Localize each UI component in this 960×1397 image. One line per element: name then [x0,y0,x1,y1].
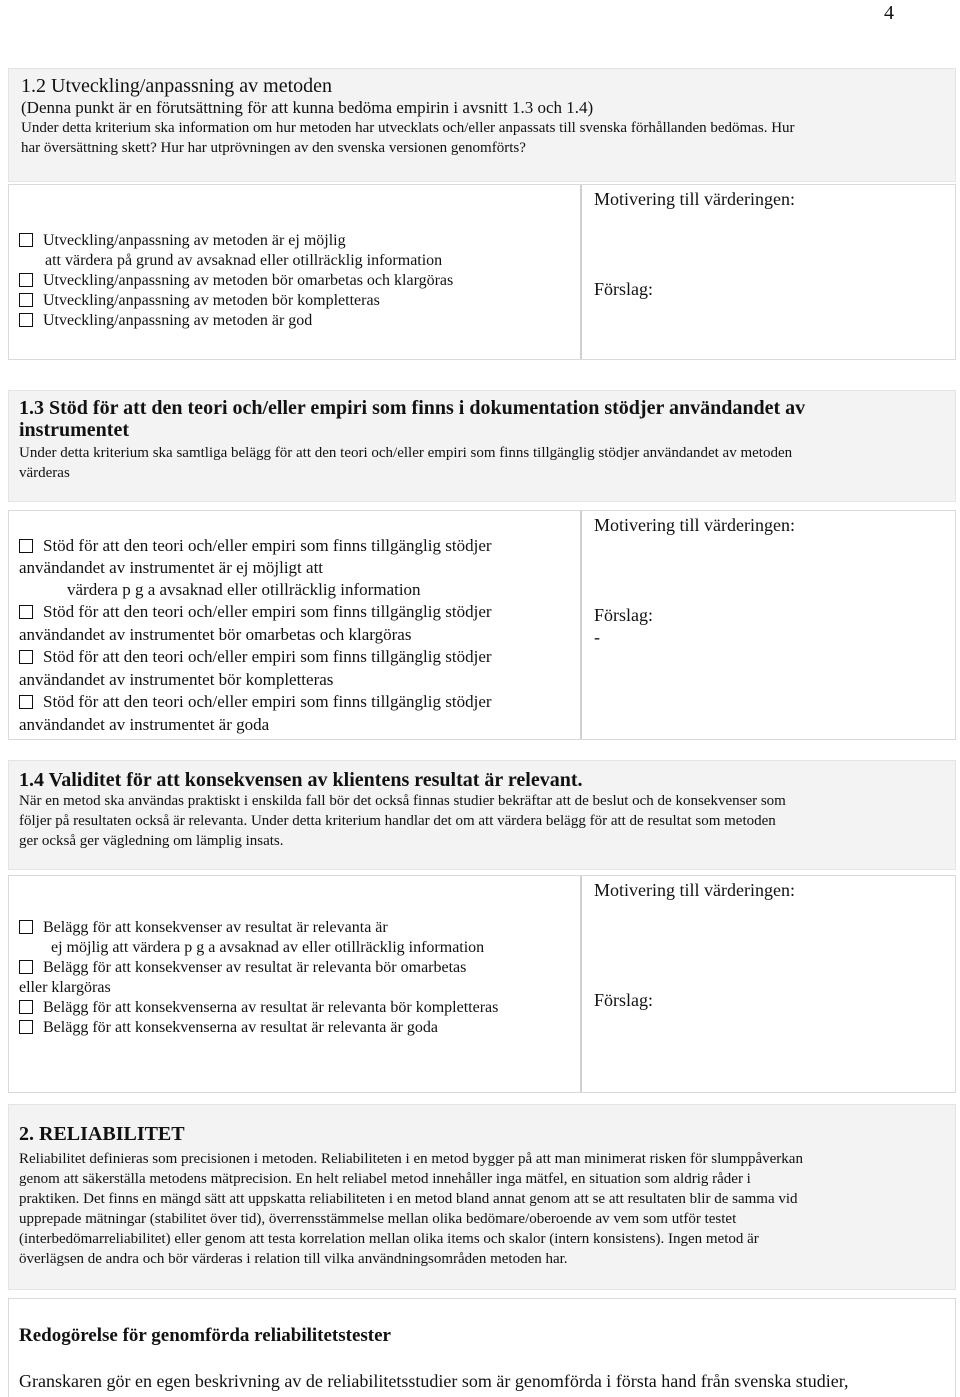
reliability-report-title: Redogörelse för genomförda reliabilitetstester [19,1325,391,1346]
rating-options [9,511,582,739]
rating-options [9,876,582,1092]
section-1-4-title: 1.4 Validitet för att konsekvensen av klientens resultat är relevant. [19,769,583,791]
option-label: Utveckling/anpassning av metoden är ej möjlig [43,232,346,249]
motivation-field[interactable] [582,511,955,739]
rating-option[interactable] [19,601,492,623]
section-1-2-title: 1.2 Utveckling/anpassning av metoden [21,75,333,97]
section-2-text: upprepade mätningar (stabilitet över tid), överrensstämmelse mellan olika bedömare/oberoende av vem som utför testet [19,1211,737,1227]
option-label: Utveckling/anpassning av metoden bör kompletteras [43,292,380,309]
option-continuation: användandet av instrumentet är ej möjligt att [19,558,324,577]
section-2-header [8,1104,956,1290]
section-2-text: överlägsen de andra och bör värderas i relation till vilka användningsområden metoden har. [19,1251,568,1267]
reliability-report-panel [8,1298,956,1397]
checkbox[interactable] [19,273,33,287]
section-1-4-desc: När en metod ska användas praktiskt i enskilda fall bör det också finnas studier bekräftar att de beslut och de konsekvenser som [19,793,786,809]
checkbox[interactable] [19,539,33,553]
option-label: Belägg för att konsekvenserna av resultat är relevanta bör kompletteras [43,999,499,1016]
rating-option[interactable] [19,271,453,291]
section-1-3-header [8,390,956,502]
checkbox[interactable] [19,1020,33,1034]
page-number: 4 [884,2,894,24]
section-2-text: praktiken. Det finns en mängd sätt att uppskatta reliabiliteten i en metod bland annat genom att se att resultaten blir de samma vid [19,1191,798,1207]
section-2-text: (interbedömarreliabilitet) eller genom att testa korrelation mellan olika items och skalor (intern konsistens). Ingen metod är [19,1231,759,1247]
rating-option[interactable] [19,646,492,668]
checkbox[interactable] [19,313,33,327]
option-continuation: användandet av instrumentet är goda [19,715,270,734]
checkbox[interactable] [19,1000,33,1014]
checkbox[interactable] [19,920,33,934]
rating-option[interactable] [19,691,492,713]
rating-option[interactable] [19,958,466,978]
option-continuation: eller klargöras [19,979,111,996]
motivation-label: Motivering till värderingen: [594,880,795,900]
rating-option[interactable] [19,291,380,311]
rating-option[interactable] [19,998,498,1018]
rating-option[interactable] [19,918,388,938]
motivation-label: Motivering till värderingen: [594,515,795,535]
motivation-label: Motivering till värderingen: [594,189,795,209]
rating-option[interactable] [19,311,312,331]
section-1-2-desc-line: har översättning skett? Hur har utprövningen av den svenska versionen genomförts? [21,140,526,156]
proposal-value: - [594,627,600,647]
section-1-4-header [8,760,956,870]
section-1-4-assessment [8,875,956,1093]
reliability-report-text: Granskaren gör en egen beskrivning av de reliabilitetsstudier som är genomförda i första hand från svenska studier, [19,1371,849,1391]
checkbox[interactable] [19,293,33,307]
option-continuation: användandet av instrumentet bör kompletteras [19,670,334,689]
option-label: Stöd för att den teori och/eller empiri som finns tillgänglig stödjer [43,647,492,666]
section-1-2-assessment [8,184,956,360]
rating-option[interactable] [19,535,492,557]
option-label: Belägg för att konsekvenserna av resultat är relevanta är goda [43,1019,438,1036]
section-1-3-desc: Under detta kriterium ska samtliga belägg för att den teori och/eller empiri som finns tillgänglig stödjer användandet av metoden [19,445,793,461]
checkbox[interactable] [19,233,33,247]
option-continuation: användandet av instrumentet bör omarbetas och klargöras [19,625,412,644]
checkbox[interactable] [19,695,33,709]
motivation-field[interactable] [582,185,955,359]
section-1-3-title: 1.3 Stöd för att den teori och/eller empiri som finns i dokumentation stödjer användandet av [19,397,806,419]
rating-option[interactable] [19,1018,438,1038]
proposal-label: Förslag: [594,605,654,625]
proposal-label: Förslag: [594,279,654,299]
option-continuation: att värdera på grund av avsaknad eller otillräcklig information [45,252,443,269]
section-1-3-assessment [8,510,956,740]
rating-options [9,185,582,359]
section-2-text: Reliabilitet definieras som precisionen i metoden. Reliabiliteten i en metod bygger på att man minimerat risken för slumppåverkan [19,1151,803,1167]
checkbox[interactable] [19,605,33,619]
option-label: Stöd för att den teori och/eller empiri som finns tillgänglig stödjer [43,692,492,711]
section-1-4-desc: följer på resultaten också är relevanta. Under detta kriterium handlar det om att värdera belägg för att de resultat som metoden [19,813,776,829]
section-1-2-intro: (Denna punkt är en förutsättning för att kunna bedöma empirin i avsnitt 1.3 och 1.4) [21,98,594,117]
section-1-4-desc: ger också ger vägledning om lämplig insats. [19,833,284,849]
checkbox[interactable] [19,650,33,664]
section-1-3-desc: värderas [19,465,70,481]
section-1-2-desc-line: Under detta kriterium ska information om hur metoden har utvecklats och/eller anpassats till svenska förhållanden bedömas. Hur [21,120,795,136]
section-2-text: genom att säkerställa metodens mätprecision. En helt reliabel metod innehåller inga mätfel, en situation som aldrig råder i [19,1171,751,1187]
option-continuation: ej möjlig att värdera p g a avsaknad av eller otillräcklig information [51,939,485,956]
motivation-field[interactable] [582,876,955,1092]
option-label: Belägg för att konsekvenser av resultat är relevanta är [43,919,388,936]
rating-option[interactable] [19,231,346,251]
section-2-title: 2. RELIABILITET [19,1123,185,1145]
section-1-3-title-cont: instrumentet [19,419,129,441]
proposal-label: Förslag: [594,990,654,1010]
option-label: Utveckling/anpassning av metoden är god [43,312,313,329]
option-continuation: värdera p g a avsaknad eller otillräcklig information [67,580,421,599]
option-label: Utveckling/anpassning av metoden bör omarbetas och klargöras [43,272,454,289]
option-label: Stöd för att den teori och/eller empiri som finns tillgänglig stödjer [43,536,492,555]
option-label: Stöd för att den teori och/eller empiri som finns tillgänglig stödjer [43,602,492,621]
option-label: Belägg för att konsekvenser av resultat är relevanta bör omarbetas [43,959,467,976]
section-1-2-header [8,68,956,182]
checkbox[interactable] [19,960,33,974]
